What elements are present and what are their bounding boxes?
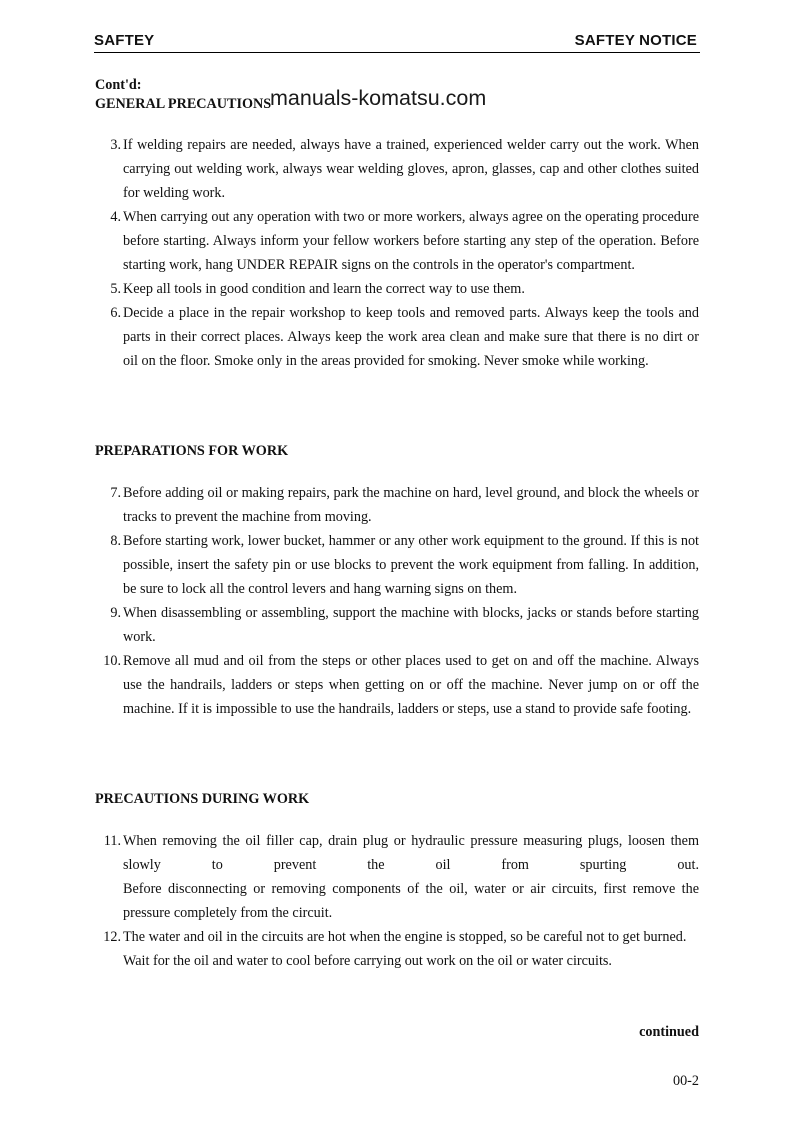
- general-precautions-title: GENERAL PRECAUTIONS: [95, 96, 272, 112]
- item-number: 9.: [110, 605, 121, 621]
- precautions-during-work-list: [95, 829, 699, 973]
- list-item: [95, 133, 699, 205]
- item-number: 8.: [110, 533, 121, 549]
- item-number: 5.: [110, 281, 121, 297]
- item-number: 7.: [110, 485, 121, 501]
- preparations-list: [95, 481, 699, 721]
- item-number: 11.: [103, 833, 121, 849]
- header-section-label: SAFTEY: [94, 32, 155, 49]
- page-header: [94, 30, 700, 53]
- list-item: [95, 277, 699, 301]
- item-number: 4.: [110, 209, 121, 225]
- watermark-text: manuals-komatsu.com: [270, 86, 487, 110]
- item-text: When removing the oil filler cap, drain plug or hydraulic pressure measuring plugs, loosen them slowly to prevent the oil from spurting out.: [123, 833, 699, 873]
- list-item: [95, 301, 699, 373]
- item-text: Before adding oil or making repairs, park the machine on hard, level ground, and block the wheels or tracks to prevent the machine from moving.: [123, 485, 699, 525]
- item-extra-text: Before disconnecting or removing components of the oil, water or air circuits, first remove the pressure completely from the circuit.: [123, 881, 699, 921]
- item-text: If welding repairs are needed, always have a trained, experienced welder carry out the work. When carrying out welding work, always wear welding gloves, apron, glasses, cap and other clothes suited for welding work.: [123, 137, 699, 201]
- item-text: Decide a place in the repair workshop to keep tools and removed parts. Always keep the tools and parts in their correct places. Always keep the work area clean and make sure that there is no dirt or oil on the floor. Smoke only in the areas provided for smoking. Never smoke while working.: [123, 305, 699, 369]
- item-number: 12.: [103, 929, 121, 945]
- header-chapter-label: SAFTEY NOTICE: [574, 32, 697, 49]
- continued-label: continued: [639, 1024, 699, 1040]
- list-item: [95, 829, 699, 925]
- item-extra-text: Wait for the oil and water to cool before carrying out work on the oil or water circuits.: [123, 953, 612, 969]
- continued-from-label: Cont'd:: [95, 77, 142, 93]
- list-item: [95, 481, 699, 529]
- item-number: 6.: [110, 305, 121, 321]
- item-number: 3.: [110, 137, 121, 153]
- item-text: Remove all mud and oil from the steps or other places used to get on and off the machine. Always use the handrails, ladders or steps when getting on or off the machine. Never jump on or off the machine. If it is impossible to use the handrails, ladders or steps, use a stand to provide safe footing.: [123, 653, 699, 717]
- list-item: [95, 601, 699, 649]
- list-item: [95, 925, 699, 973]
- page-number: 00-2: [672, 1073, 699, 1089]
- item-number: 10.: [103, 653, 121, 669]
- general-precautions-list: [95, 133, 699, 373]
- item-text: Keep all tools in good condition and learn the correct way to use them.: [123, 281, 525, 297]
- list-item: [95, 529, 699, 601]
- preparations-title: PREPARATIONS FOR WORK: [95, 443, 289, 459]
- item-text: When disassembling or assembling, support the machine with blocks, jacks or stands before starting work.: [123, 605, 699, 645]
- item-text: Before starting work, lower bucket, hammer or any other work equipment to the ground. If this is not possible, insert the safety pin or use blocks to prevent the work equipment from falling. In addition, be sure to lock all the control levers and hang warning signs on them.: [123, 533, 699, 597]
- precautions-during-work-title: PRECAUTIONS DURING WORK: [95, 791, 310, 807]
- list-item: [95, 649, 699, 721]
- list-item: [95, 205, 699, 277]
- item-text: The water and oil in the circuits are hot when the engine is stopped, so be careful not to get burned.: [123, 929, 687, 945]
- item-text: When carrying out any operation with two or more workers, always agree on the operating procedure before starting. Always inform your fellow workers before starting any step of the operation. Before starting work, hang UNDER REPAIR signs on the controls in the operator's compartment.: [123, 209, 699, 273]
